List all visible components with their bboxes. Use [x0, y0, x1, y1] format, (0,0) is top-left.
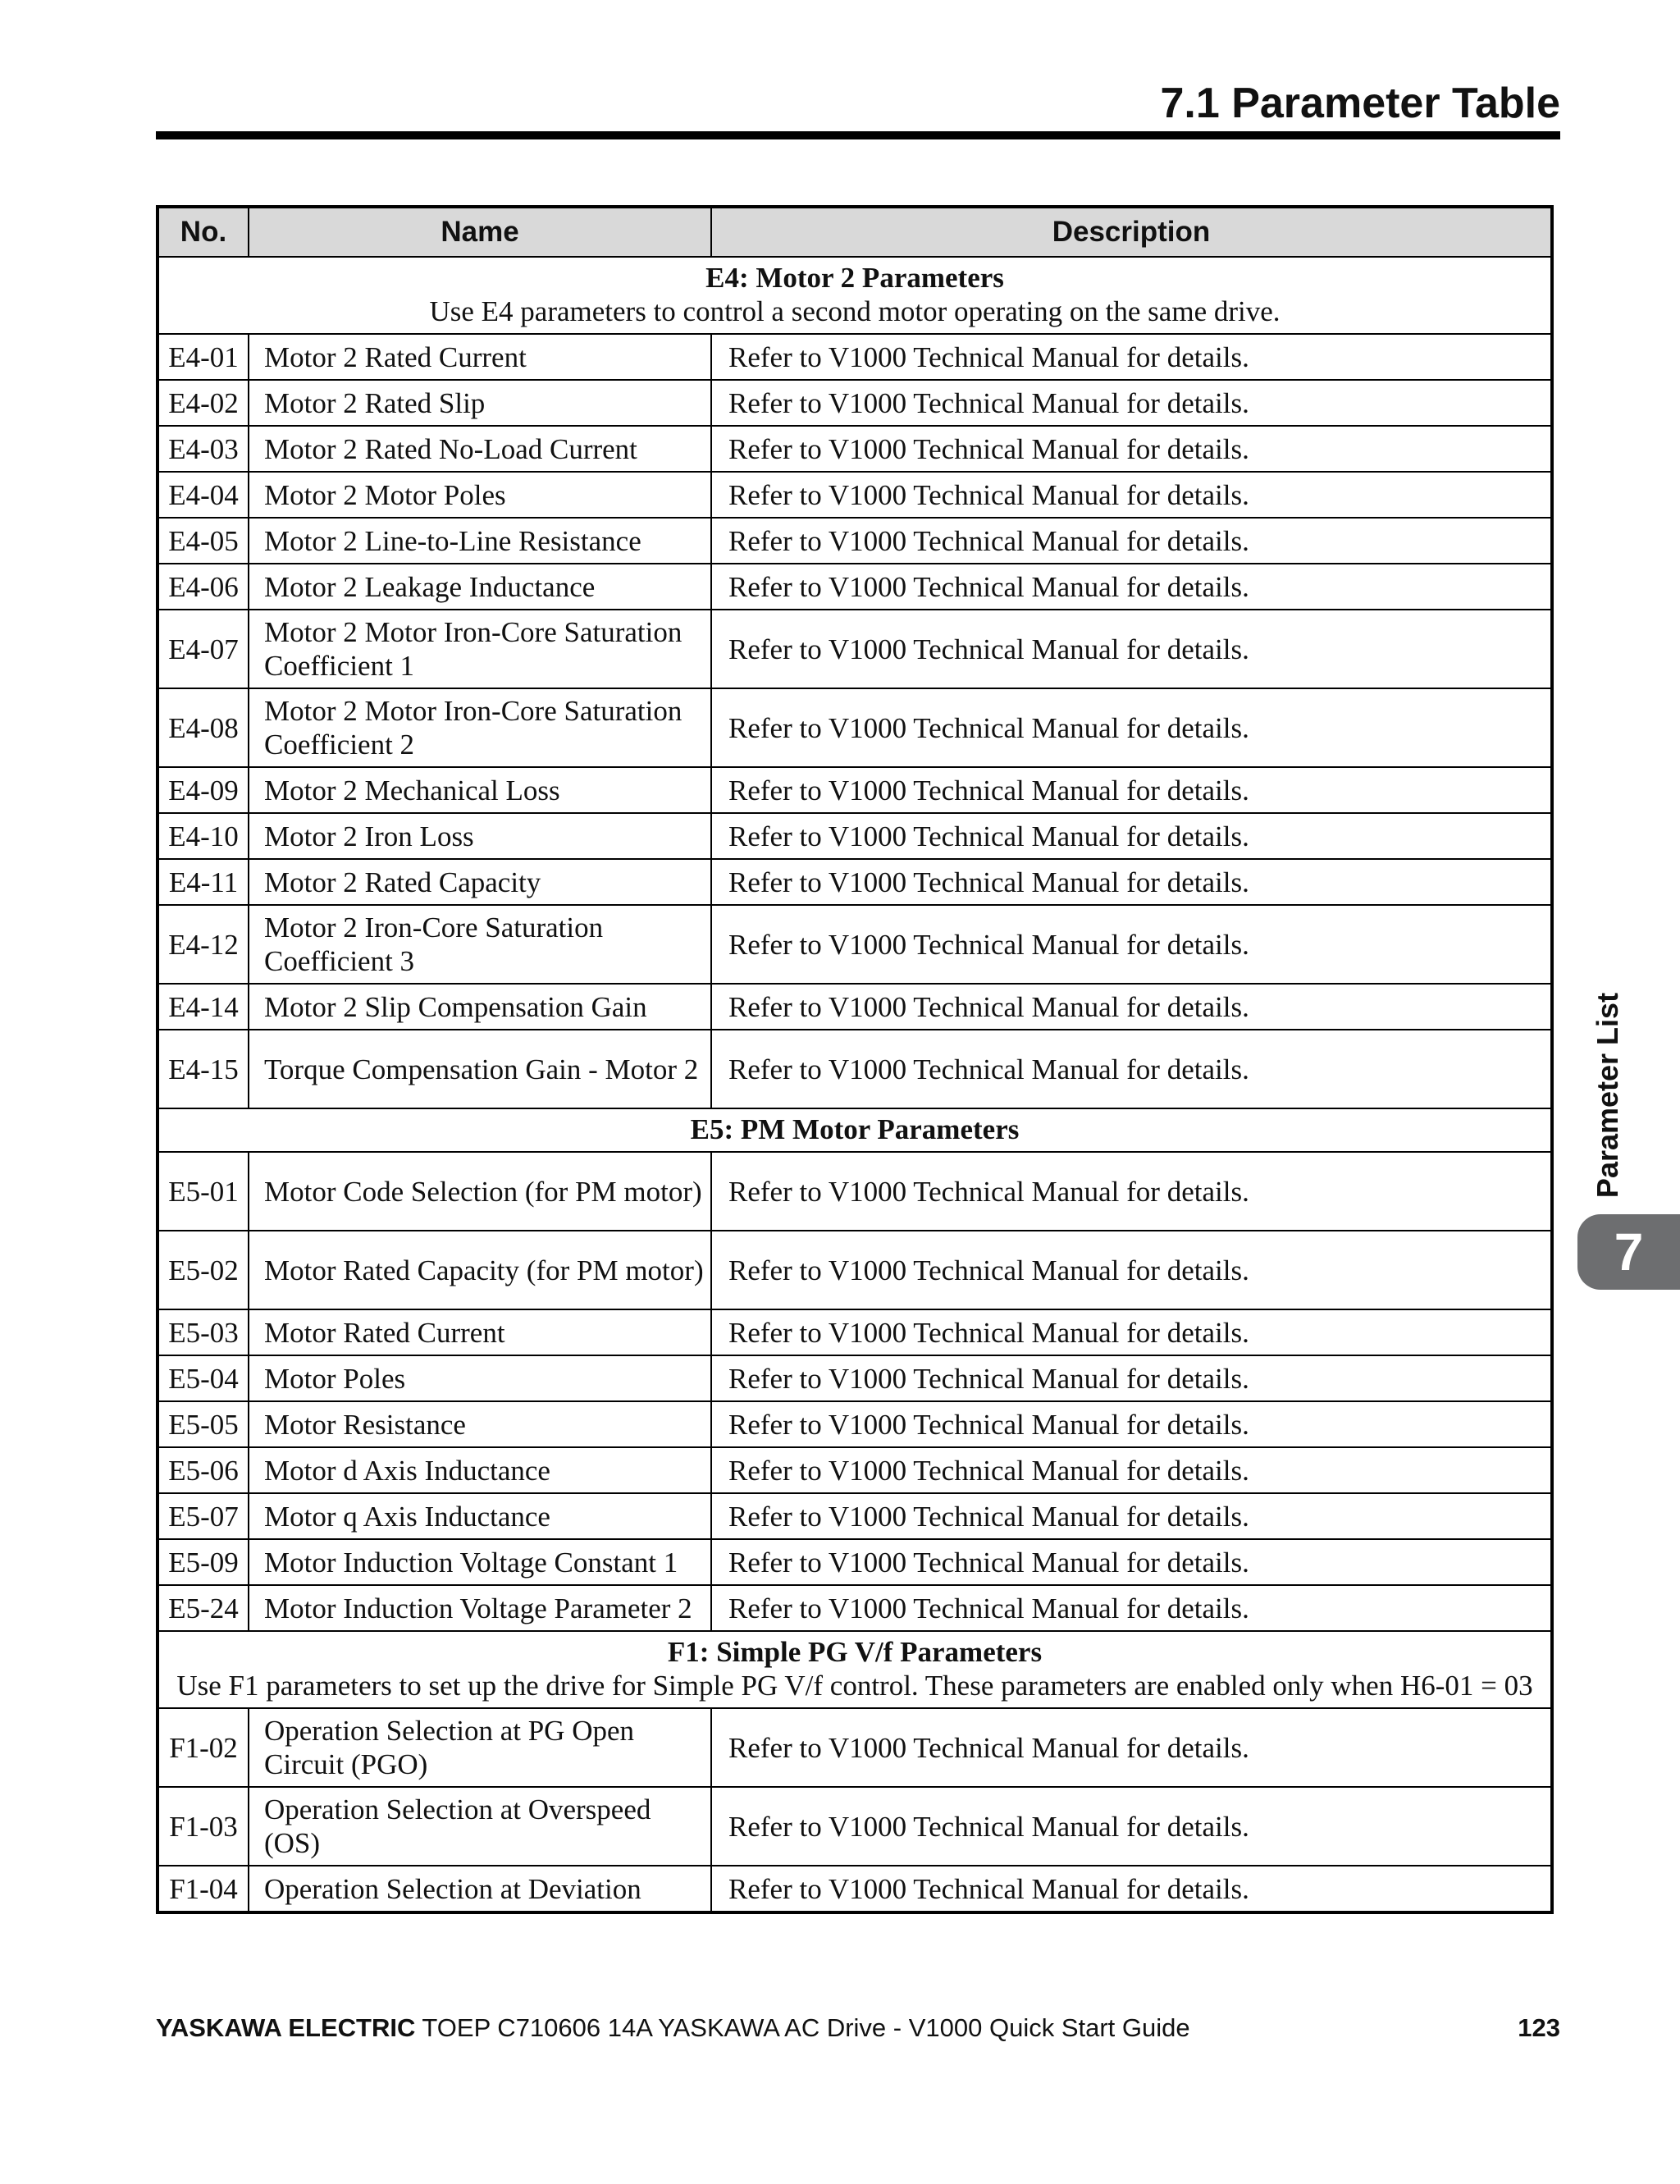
param-number-cell: E5-02	[158, 1231, 249, 1309]
param-name-cell: Motor 2 Rated Slip	[249, 380, 711, 426]
table-header-row	[158, 207, 1552, 257]
param-name-cell: Motor 2 Rated Capacity	[249, 859, 711, 905]
param-number-cell: F1-03	[158, 1787, 249, 1866]
param-description-cell: Refer to V1000 Technical Manual for details.	[711, 426, 1552, 472]
param-name-cell: Motor 2 Leakage Inductance	[249, 564, 711, 610]
param-name-cell: Operation Selection at PG Open Circuit (PGO)	[249, 1708, 711, 1787]
param-number-cell: E4-15	[158, 1030, 249, 1108]
param-description-cell: Refer to V1000 Technical Manual for details.	[711, 1355, 1552, 1401]
param-name-cell: Motor 2 Motor Poles	[249, 472, 711, 518]
table-row	[158, 905, 1552, 984]
table-row	[158, 1493, 1552, 1539]
chapter-number: 7	[1614, 1222, 1644, 1282]
param-description-cell: Refer to V1000 Technical Manual for details.	[711, 1231, 1552, 1309]
table-row	[158, 1401, 1552, 1447]
table-row	[158, 813, 1552, 859]
param-name-cell: Motor 2 Iron Loss	[249, 813, 711, 859]
param-number-cell: E4-14	[158, 984, 249, 1030]
column-header-name: Name	[249, 207, 711, 257]
footer-company: YASKAWA ELECTRIC	[156, 2013, 416, 2042]
table-row	[158, 380, 1552, 426]
param-description-cell: Refer to V1000 Technical Manual for details.	[711, 1401, 1552, 1447]
footer-document-title: TOEP C710606 14A YASKAWA AC Drive - V1000 Quick Start Guide	[415, 2013, 1190, 2042]
group-header-row	[158, 1631, 1552, 1708]
param-description-cell: Refer to V1000 Technical Manual for details.	[711, 905, 1552, 984]
table-row	[158, 518, 1552, 564]
group-header-row	[158, 1108, 1552, 1152]
param-name-cell: Motor 2 Motor Iron-Core Saturation Coefficient 1	[249, 610, 711, 688]
param-number-cell: E5-07	[158, 1493, 249, 1539]
param-name-cell: Motor 2 Rated No-Load Current	[249, 426, 711, 472]
param-name-cell: Motor Rated Capacity (for PM motor)	[249, 1231, 711, 1309]
table-row	[158, 1539, 1552, 1585]
param-number-cell: E5-09	[158, 1539, 249, 1585]
param-number-cell: E4-09	[158, 767, 249, 813]
table-row	[158, 767, 1552, 813]
chapter-side-label-text: Parameter List	[1591, 992, 1624, 1199]
table-row	[158, 334, 1552, 380]
column-header-no: No.	[158, 207, 249, 257]
table-row	[158, 1447, 1552, 1493]
param-name-cell: Motor Rated Current	[249, 1309, 711, 1355]
param-description-cell: Refer to V1000 Technical Manual for details.	[711, 380, 1552, 426]
param-description-cell: Refer to V1000 Technical Manual for details.	[711, 1493, 1552, 1539]
param-description-cell: Refer to V1000 Technical Manual for details.	[711, 1539, 1552, 1585]
param-name-cell: Motor 2 Motor Iron-Core Saturation Coefficient 2	[249, 688, 711, 767]
param-number-cell: E5-01	[158, 1152, 249, 1231]
group-title: E4: Motor 2 Parameters	[705, 262, 1004, 294]
param-number-cell: E4-07	[158, 610, 249, 688]
param-name-cell: Operation Selection at Overspeed (OS)	[249, 1787, 711, 1866]
param-number-cell: E4-04	[158, 472, 249, 518]
param-description-cell: Refer to V1000 Technical Manual for details.	[711, 610, 1552, 688]
group-header-cell	[158, 1108, 1552, 1152]
table-row	[158, 1708, 1552, 1787]
param-description-cell: Refer to V1000 Technical Manual for details.	[711, 767, 1552, 813]
param-number-cell: E5-04	[158, 1355, 249, 1401]
table-row	[158, 1152, 1552, 1231]
table-row	[158, 859, 1552, 905]
param-name-cell: Motor 2 Rated Current	[249, 334, 711, 380]
param-number-cell: E5-05	[158, 1401, 249, 1447]
param-number-cell: E5-03	[158, 1309, 249, 1355]
page-footer	[156, 2010, 1560, 2046]
table-row	[158, 1030, 1552, 1108]
group-title: E5: PM Motor Parameters	[690, 1113, 1020, 1145]
param-number-cell: E4-11	[158, 859, 249, 905]
chapter-tab	[1577, 1214, 1680, 1290]
param-number-cell: F1-02	[158, 1708, 249, 1787]
chapter-side-label	[1587, 992, 1628, 1199]
param-name-cell: Motor q Axis Inductance	[249, 1493, 711, 1539]
group-header-cell	[158, 1631, 1552, 1708]
group-note: Use E4 parameters to control a second motor operating on the same drive.	[429, 295, 1281, 327]
param-name-cell: Motor 2 Slip Compensation Gain	[249, 984, 711, 1030]
param-description-cell: Refer to V1000 Technical Manual for details.	[711, 334, 1552, 380]
param-name-cell: Motor Resistance	[249, 1401, 711, 1447]
param-description-cell: Refer to V1000 Technical Manual for details.	[711, 1787, 1552, 1866]
param-number-cell: E4-05	[158, 518, 249, 564]
table-row	[158, 1585, 1552, 1631]
param-number-cell: E5-06	[158, 1447, 249, 1493]
group-header-row	[158, 257, 1552, 334]
param-number-cell: F1-04	[158, 1866, 249, 1912]
param-description-cell: Refer to V1000 Technical Manual for details.	[711, 1030, 1552, 1108]
param-name-cell: Motor Induction Voltage Constant 1	[249, 1539, 711, 1585]
param-description-cell: Refer to V1000 Technical Manual for details.	[711, 564, 1552, 610]
param-number-cell: E4-03	[158, 426, 249, 472]
param-name-cell: Motor 2 Iron-Core Saturation Coefficient 3	[249, 905, 711, 984]
param-name-cell: Motor 2 Mechanical Loss	[249, 767, 711, 813]
table-row	[158, 1787, 1552, 1866]
page-number: 123	[1518, 2013, 1560, 2042]
table-row	[158, 1231, 1552, 1309]
param-description-cell: Refer to V1000 Technical Manual for details.	[711, 1309, 1552, 1355]
param-description-cell: Refer to V1000 Technical Manual for details.	[711, 688, 1552, 767]
param-description-cell: Refer to V1000 Technical Manual for details.	[711, 984, 1552, 1030]
param-name-cell: Torque Compensation Gain - Motor 2	[249, 1030, 711, 1108]
table-row	[158, 564, 1552, 610]
table-body	[158, 257, 1552, 1912]
table-row	[158, 1355, 1552, 1401]
param-name-cell: Operation Selection at Deviation	[249, 1866, 711, 1912]
param-name-cell: Motor 2 Line-to-Line Resistance	[249, 518, 711, 564]
param-number-cell: E4-10	[158, 813, 249, 859]
table-row	[158, 426, 1552, 472]
param-number-cell: E4-02	[158, 380, 249, 426]
table-row	[158, 1309, 1552, 1355]
page-header	[156, 72, 1560, 139]
param-name-cell: Motor Code Selection (for PM motor)	[249, 1152, 711, 1231]
param-name-cell: Motor Induction Voltage Parameter 2	[249, 1585, 711, 1631]
param-number-cell: E4-12	[158, 905, 249, 984]
param-description-cell: Refer to V1000 Technical Manual for details.	[711, 1152, 1552, 1231]
param-description-cell: Refer to V1000 Technical Manual for details.	[711, 1866, 1552, 1912]
param-number-cell: E4-06	[158, 564, 249, 610]
param-description-cell: Refer to V1000 Technical Manual for details.	[711, 1585, 1552, 1631]
param-name-cell: Motor d Axis Inductance	[249, 1447, 711, 1493]
table-row	[158, 984, 1552, 1030]
param-description-cell: Refer to V1000 Technical Manual for details.	[711, 518, 1552, 564]
param-description-cell: Refer to V1000 Technical Manual for details.	[711, 859, 1552, 905]
param-description-cell: Refer to V1000 Technical Manual for details.	[711, 813, 1552, 859]
table-row	[158, 472, 1552, 518]
param-description-cell: Refer to V1000 Technical Manual for details.	[711, 1708, 1552, 1787]
param-number-cell: E4-08	[158, 688, 249, 767]
column-header-description: Description	[711, 207, 1552, 257]
group-title: F1: Simple PG V/f Parameters	[667, 1636, 1043, 1668]
group-note: Use F1 parameters to set up the drive for Simple PG V/f control. These parameters are enabled only when H6-01 = 03	[176, 1670, 1533, 1702]
table-row	[158, 610, 1552, 688]
param-description-cell: Refer to V1000 Technical Manual for details.	[711, 472, 1552, 518]
table-row	[158, 1866, 1552, 1912]
section-title: 7.1 Parameter Table	[1160, 80, 1560, 127]
table-row	[158, 688, 1552, 767]
parameter-table	[156, 205, 1554, 1914]
param-number-cell: E4-01	[158, 334, 249, 380]
param-number-cell: E5-24	[158, 1585, 249, 1631]
param-description-cell: Refer to V1000 Technical Manual for details.	[711, 1447, 1552, 1493]
group-header-cell	[158, 257, 1552, 334]
param-name-cell: Motor Poles	[249, 1355, 711, 1401]
